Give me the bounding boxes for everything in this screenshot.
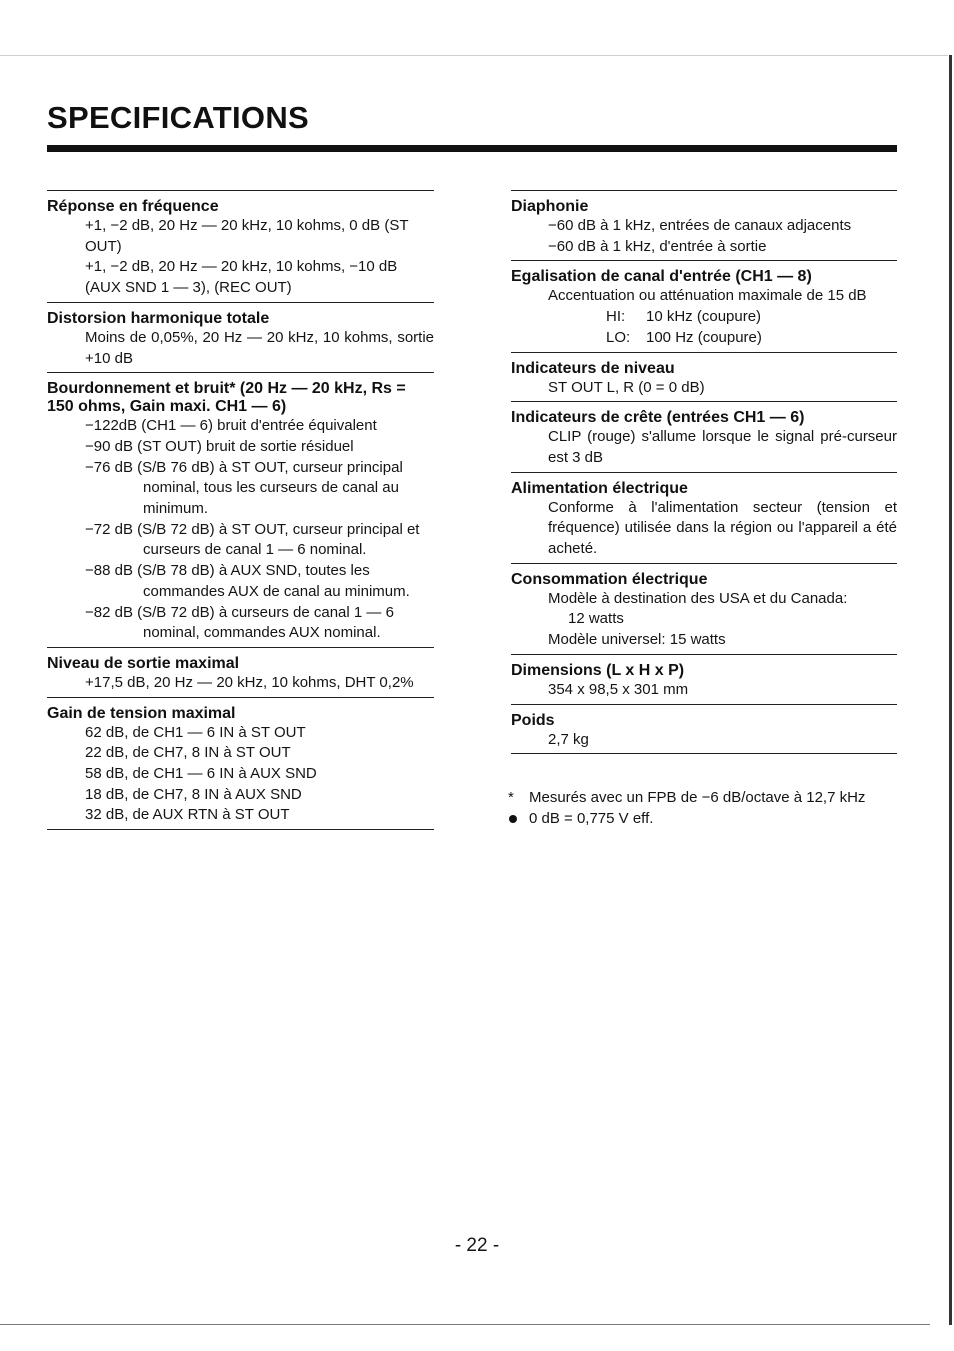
spec-heading: Bourdonnement et bruit* (20 Hz — 20 kHz, Rs = 150 ohms, Gain maxi. CH1 — 6) (47, 380, 406, 416)
spec-heading: Indicateurs de crête (entrées CH1 — 6) (511, 409, 805, 427)
spec-input-channel-eq (511, 260, 897, 351)
spec-line: 32 dB, de AUX RTN à ST OUT (85, 806, 290, 824)
top-faint-rule (0, 55, 948, 56)
spec-line: 354 x 98,5 x 301 mm (548, 680, 689, 698)
footnote-asterisk (508, 788, 903, 809)
spec-line: Accentuation ou atténuation maximale de 15 dB (548, 287, 867, 305)
spec-line: 22 dB, de CH7, 8 IN à ST OUT (85, 744, 291, 762)
page-number: - 22 - (454, 1235, 500, 1256)
page-title: SPECIFICATIONS (47, 100, 309, 135)
spec-peak-indicators (511, 401, 897, 471)
spec-weight (511, 704, 897, 754)
eq-value: 10 kHz (coupure) (646, 308, 762, 326)
footnote-bullet (508, 809, 903, 830)
spec-line: 2,7 kg (548, 730, 589, 748)
left-column (47, 190, 434, 830)
spec-line: −82 dB (S/B 72 dB) à curseurs de canal 1 — 6 nominal, commandes AUX nominal. (85, 603, 394, 642)
footnote-text: Mesurés avec un FPB de −6 dB/octave à 12,7 kHz (529, 789, 866, 806)
spec-heading: Niveau de sortie maximal (47, 654, 240, 672)
spec-hum-and-noise (47, 372, 434, 647)
section-end-rule (511, 753, 897, 754)
spec-line: −76 dB (S/B 76 dB) à ST OUT, curseur principal nominal, tous les curseurs de canal au minimum. (85, 458, 403, 518)
spec-heading: Egalisation de canal d'entrée (CH1 — 8) (511, 268, 812, 286)
section-end-rule (47, 829, 434, 830)
spec-heading: Alimentation électrique (511, 479, 688, 497)
spec-power-consumption (511, 563, 897, 654)
spec-line: 12 watts (568, 610, 624, 628)
spec-heading: Réponse en fréquence (47, 198, 219, 215)
right-edge-line (949, 55, 952, 1325)
bullet-icon (508, 809, 529, 830)
spec-heading: Consommation électrique (511, 570, 708, 588)
spec-frequency-response (47, 190, 434, 302)
title-rule (47, 145, 897, 152)
spec-max-output-level (47, 647, 434, 697)
spec-line: −88 dB (S/B 78 dB) à AUX SND, toutes les commandes AUX de canal au minimum. (85, 562, 410, 600)
bottom-rule (0, 1324, 930, 1325)
spec-line: CLIP (rouge) s'allume lorsque le signal pré-curseur est 3 dB (548, 428, 897, 466)
spec-line: 18 dB, de CH7, 8 IN à AUX SND (85, 785, 302, 803)
spec-line: Moins de 0,05%, 20 Hz — 20 kHz, 10 kohms, sortie +10 dB (85, 328, 434, 367)
eq-value: 100 Hz (coupure) (646, 328, 762, 346)
spec-heading: Indicateurs de niveau (511, 359, 675, 377)
spec-line: Modèle universel: 15 watts (548, 631, 726, 649)
spec-crosstalk (511, 190, 897, 260)
spec-line: −60 dB à 1 kHz, d'entrée à sortie (548, 237, 767, 255)
spec-heading: Poids (511, 711, 555, 729)
footnote-text: 0 dB = 0,775 V eff. (529, 809, 654, 827)
spec-line: Conforme à l'alimentation secteur (tension et fréquence) utilisée dans la région ou l'appareil a été acheté. (548, 498, 897, 558)
spec-heading: Distorsion harmonique totale (47, 309, 270, 327)
spec-line: ST OUT L, R (0 = 0 dB) (548, 378, 705, 396)
spec-line: −122dB (CH1 — 6) bruit d'entrée équivalent (85, 417, 377, 435)
eq-key: HI: (606, 308, 626, 326)
eq-lo-row (548, 328, 897, 349)
spec-power-supply (511, 472, 897, 563)
spec-line: 58 dB, de CH1 — 6 IN à AUX SND (85, 765, 317, 783)
asterisk-mark: * (508, 789, 514, 806)
spec-line: −90 dB (ST OUT) bruit de sortie résiduel (85, 437, 354, 455)
spec-total-harmonic-distortion (47, 302, 434, 372)
spec-heading: Dimensions (L x H x P) (511, 661, 685, 679)
spec-max-voltage-gain (47, 697, 434, 830)
spec-dimensions (511, 654, 897, 704)
spec-line: +1, −2 dB, 20 Hz — 20 kHz, 10 kohms, 0 dB (ST OUT) (85, 217, 409, 255)
spec-line: −72 dB (S/B 72 dB) à ST OUT, curseur principal et curseurs de canal 1 — 6 nominal. (85, 520, 420, 559)
spec-line: Modèle à destination des USA et du Canada: (548, 589, 848, 607)
spec-line: +17,5 dB, 20 Hz — 20 kHz, 10 kohms, DHT 0,2% (85, 673, 414, 691)
spec-line: −60 dB à 1 kHz, entrées de canaux adjacents (548, 217, 852, 234)
spec-line: +1, −2 dB, 20 Hz — 20 kHz, 10 kohms, −10 dB (AUX SND 1 — 3), (REC OUT) (85, 258, 398, 297)
eq-hi-row (548, 307, 897, 328)
spec-level-indicators (511, 352, 897, 402)
spec-heading: Gain de tension maximal (47, 704, 236, 722)
footnotes (508, 788, 903, 829)
spec-line: 62 dB, de CH1 — 6 IN à ST OUT (85, 723, 306, 741)
eq-key: LO: (606, 328, 631, 346)
spec-heading: Diaphonie (511, 198, 589, 215)
right-column (511, 190, 897, 754)
